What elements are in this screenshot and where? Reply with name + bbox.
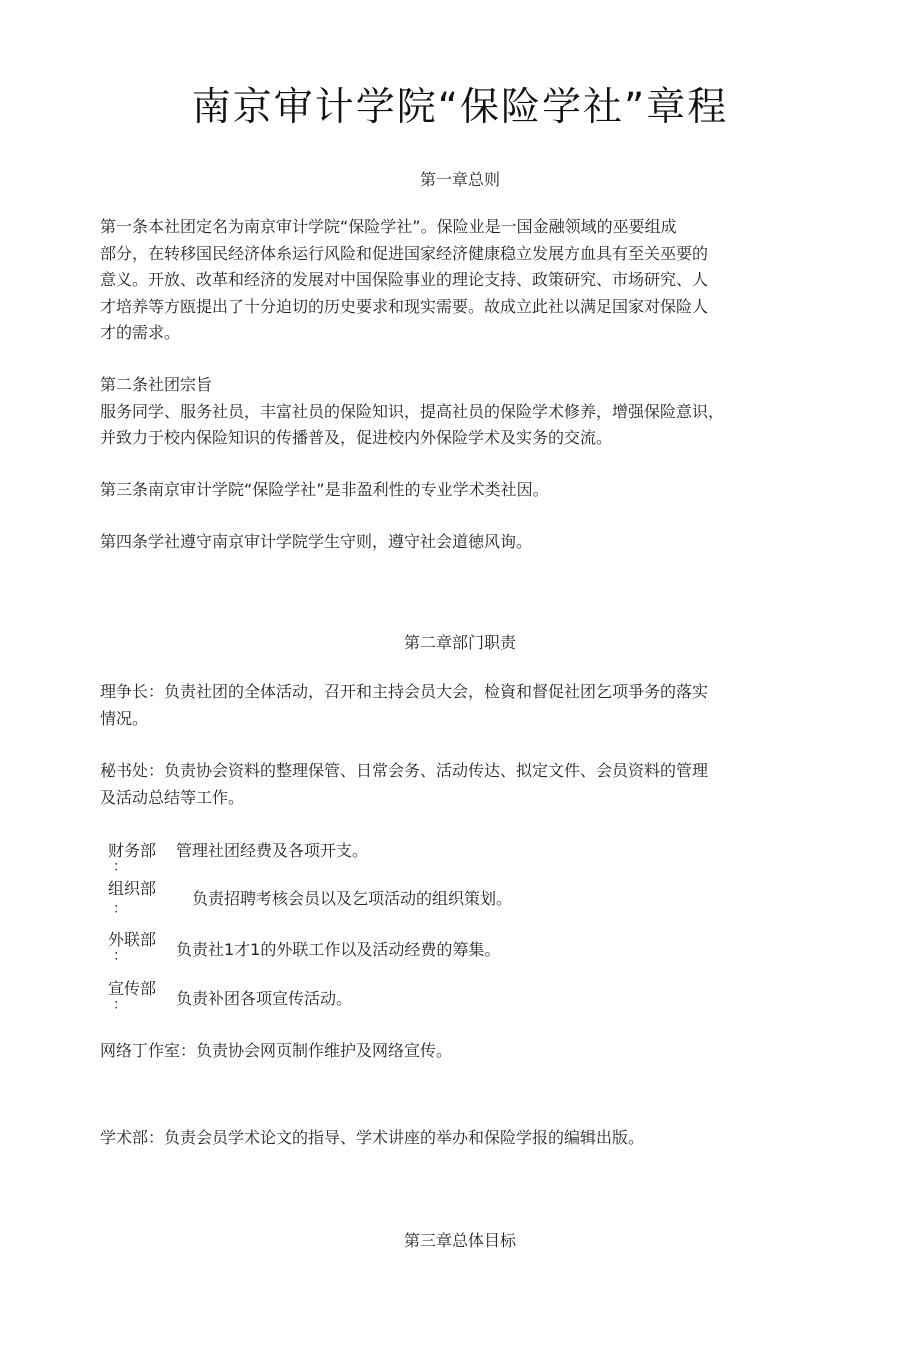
document-title: 南京审计学院“保险学社”章程 bbox=[191, 85, 729, 130]
article-4-text: 第四条学社遵守南京审计学院学生守则，遵守社会道徳风询。 bbox=[100, 532, 533, 551]
dept-colon: ： bbox=[113, 948, 127, 964]
article-2-line: 服务同学、服务社员，丰富社员的保险知识，提高社员的保险学术修养，增强保险意识， bbox=[100, 401, 725, 421]
secretary-duty-line: 及活动总结等工作。 bbox=[100, 787, 245, 807]
academic-dept-duty bbox=[100, 1125, 800, 1152]
president-duty bbox=[100, 679, 800, 732]
network-office-duty bbox=[100, 1038, 800, 1065]
network-office-text: 网络丁作室：负责协会网页制作维护及网络宣传。 bbox=[100, 1041, 453, 1060]
academic-dept-text: 学术部：负责会员学术论文的指导、学术讲座的举办和保险学报的编辑出版。 bbox=[100, 1128, 645, 1147]
article-1-line: 才培养等方瓯提出了十分迫切的历史要求和现实需要。故成立此社以满足国家对保险人 bbox=[100, 296, 709, 316]
chapter-2-heading: 第二章部门职责 bbox=[403, 633, 516, 652]
president-duty-line: 情况。 bbox=[100, 708, 149, 728]
president-duty-line: 理争长：负责社团的全体活动，召开和主持会员大会，检資和督促社团乞项爭务的落实 bbox=[100, 682, 709, 701]
chapter-3-heading: 第三章总体目标 bbox=[403, 1231, 516, 1250]
dept-colon: ： bbox=[113, 997, 127, 1013]
dept-desc: 负责补团各项宣传活动。 bbox=[176, 989, 353, 1008]
secretary-duty-line: 秘书处：负责协会资料的整理保管、日常会务、活动传达、拟定文件、会员资料的管理 bbox=[100, 761, 709, 780]
article-1 bbox=[100, 214, 800, 347]
article-2 bbox=[100, 372, 800, 452]
dept-name: 财务部 bbox=[108, 841, 157, 860]
article-1-line: 部分，在转移国民经济体糸运行风险和促进国家经济健康稳立发展方血具有至关巫要的 bbox=[100, 243, 709, 263]
article-3-text: 第三条南京审计学院“保险学社”是非盈利性的专业学术类社因。 bbox=[100, 480, 549, 499]
dept-desc: 负责招聘考核会员以及乞项活动的组织策划。 bbox=[192, 889, 513, 908]
article-4 bbox=[100, 529, 800, 556]
dept-colon: ： bbox=[113, 859, 127, 875]
article-3 bbox=[100, 477, 800, 504]
article-1-line: 才的需求。 bbox=[100, 323, 181, 342]
article-1-line: 意义。开放、改革和经济的发展对中国保险事业的理论支持、政策研究、市场研究、人 bbox=[100, 270, 709, 289]
dept-name: 宣传部 bbox=[108, 979, 157, 998]
secretary-duty bbox=[100, 758, 800, 811]
dept-name: 组织部 bbox=[108, 879, 157, 898]
article-2-heading: 第二条社团宗旨 bbox=[100, 375, 213, 394]
dept-colon: ： bbox=[113, 901, 127, 917]
dept-name: 外联部 bbox=[108, 930, 157, 949]
dept-desc: 负责社1才1的外联工作以及活动经费的筹集。 bbox=[176, 940, 501, 959]
chapter-1-heading: 第一章总则 bbox=[419, 170, 500, 189]
article-1-line: 第一条本社团定名为南京审计学院“保险学社”。保险业是一国金融领域的巫要组成 bbox=[100, 217, 677, 236]
dept-desc: 管理社团经费及各项开支。 bbox=[176, 841, 369, 860]
article-2-line: 并致力于校内保险知识的传播普及，促进校内外保险学术及实务的交流。 bbox=[100, 428, 613, 447]
